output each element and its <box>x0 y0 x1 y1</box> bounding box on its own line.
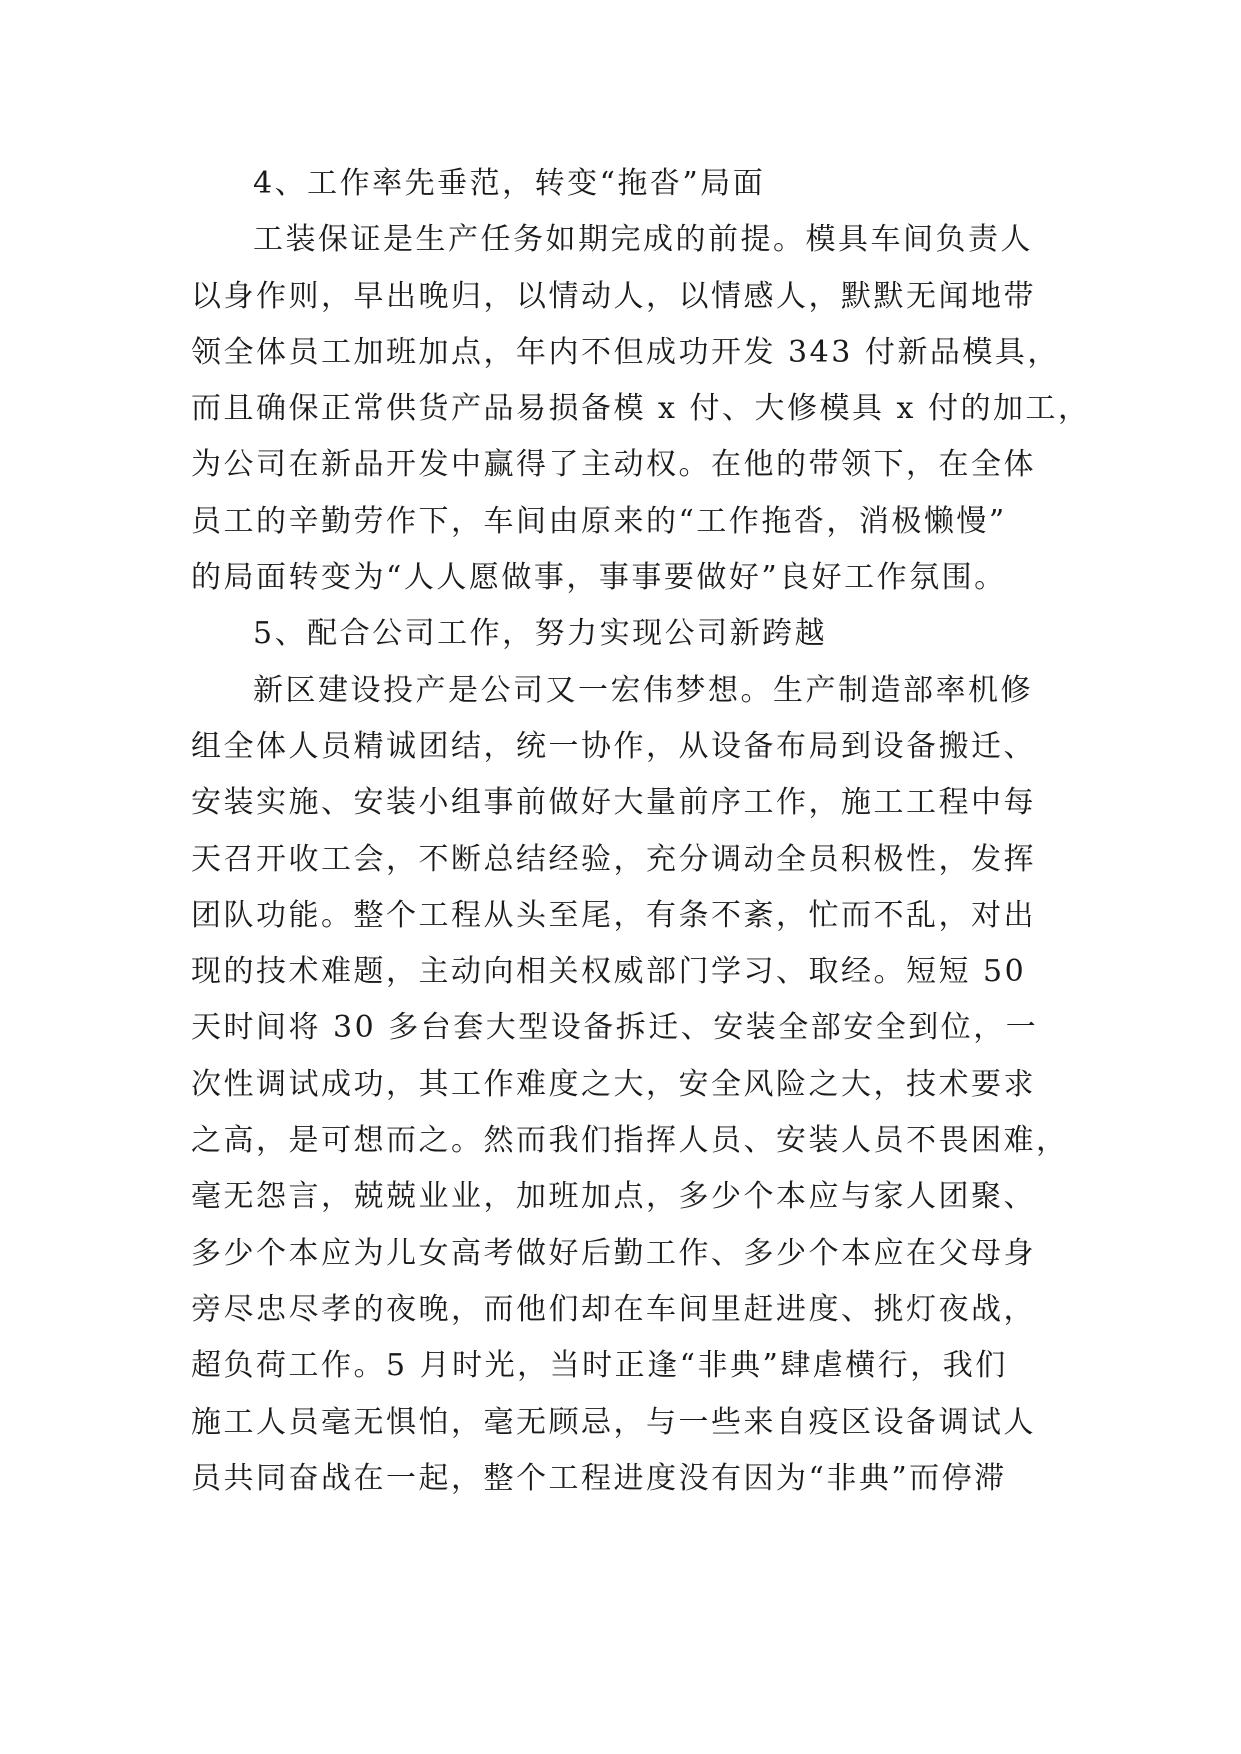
paragraph-line: 多少个本应为儿女高考做好后勤工作、多少个本应在父母身 <box>191 1235 1036 1271</box>
paragraph-line: 安装实施、安装小组事前做好大量前序工作，施工工程中每 <box>191 785 1036 821</box>
paragraph-line: 旁尽忠尽孝的夜晚，而他们却在车间里赶进度、挑灯夜战， <box>191 1291 1036 1327</box>
paragraph-line: 之高，是可想而之。然而我们指挥人员、安装人员不畏困难， <box>191 1123 1069 1159</box>
section-heading-5: 5、配合公司工作，努力实现公司新跨越 <box>253 616 828 652</box>
paragraph-line: 员工的辛勤劳作下，车间由原来的“工作拖沓，消极懒慢” <box>191 503 1007 539</box>
paragraph-line: 现的技术难题，主动向相关权威部门学习、取经。短短 50 <box>191 954 1027 990</box>
paragraph-line: 超负荷工作。5 月时光，当时正逢“非典”肆虐横行，我们 <box>191 1348 1008 1384</box>
section-heading-4: 4、工作率先垂范，转变“拖沓”局面 <box>253 166 766 201</box>
paragraph-line: 施工人员毫无惧怕，毫无顾忌，与一些来自疫区设备调试人 <box>191 1404 1036 1440</box>
paragraph-line: 员共同奋战在一起，整个工程进度没有因为“非典”而停滞 <box>191 1460 1007 1496</box>
document-body <box>191 156 1091 1507</box>
paragraph-line: 的局面转变为“人人愿做事，事事要做好”良好工作氛围。 <box>191 560 1007 596</box>
paragraph-line: 毫无怨言，兢兢业业，加班加点，多少个本应与家人团聚、 <box>191 1179 1036 1215</box>
paragraph-line: 团队功能。整个工程从头至尾，有条不紊，忙而不乱，对出 <box>191 897 1036 933</box>
paragraph-line: 天时间将 30 多台套大型设备拆迁、安装全部安全到位，一 <box>191 1010 1039 1046</box>
paragraph-line: 领全体员工加班加点，年内不但成功开发 343 付新品模具， <box>191 334 1060 370</box>
paragraph-line: 次性调试成功，其工作难度之大，安全风险之大，技术要求 <box>191 1066 1036 1102</box>
paragraph-line: 新区建设投产是公司又一宏伟梦想。生产制造部率机修 <box>253 672 1033 708</box>
paragraph-line: 为公司在新品开发中赢得了主动权。在他的带领下，在全体 <box>191 447 1036 483</box>
paragraph-line: 组全体人员精诚团结，统一协作，从设备布局到设备搬迁、 <box>191 728 1036 764</box>
paragraph-line: 天召开收工会，不断总结经验，充分调动全员积极性，发挥 <box>191 841 1036 877</box>
paragraph-line: 而且确保正常供货产品易损备模 x 付、大修模具 x 付的加工， <box>191 391 1091 427</box>
paragraph-line: 以身作则，早出晚归，以情动人，以情感人，默默无闻地带 <box>191 278 1036 314</box>
paragraph-line: 工装保证是生产任务如期完成的前提。模具车间负责人 <box>253 222 1033 258</box>
